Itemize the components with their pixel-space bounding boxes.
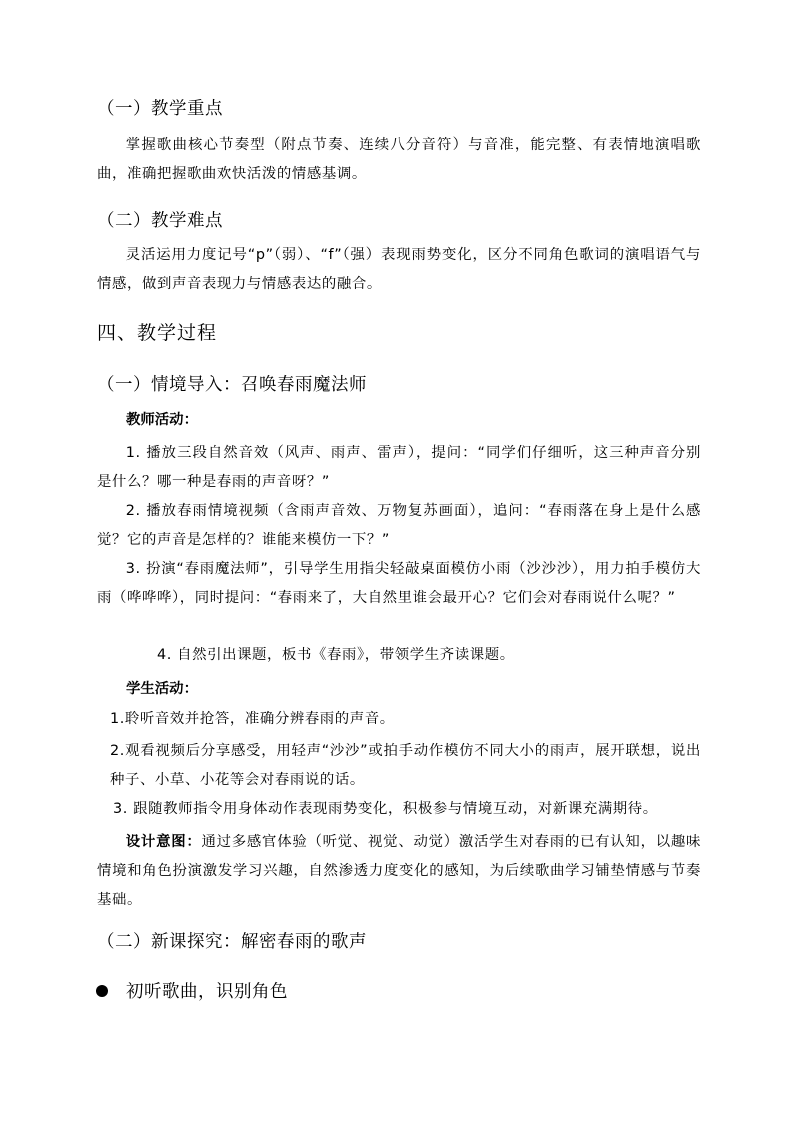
key-points-text: 掌握歌曲核心节奏型（附点节奏、连续八分音符）与音准，能完整、有表情地演唱歌曲，准确把握歌曲欢快活泼的情感基调。 [97, 137, 701, 182]
design-intent-text: 通过多感官体验（听觉、视觉、动觉）激活学生对春雨的已有认知，以趣味情境和角色扮演激发学习兴趣，自然渗透力度变化的感知，为后续歌曲学习铺垫情感与节奏基础。 [97, 834, 701, 908]
design-intent-label: 设计意图： [125, 834, 202, 850]
teacher-item-3: 3. 扮演“春雨魔法师”，引导学生用指尖轻敲桌面模仿小雨（沙沙沙），用力拍手模仿大雨（哗哗哗），同时提问：“春雨来了，大自然里谁会最开心？它们会对春雨说什么呢？” [97, 561, 701, 606]
explore-heading: （二）新课探究：解密春雨的歌声 [97, 932, 367, 952]
process-heading: 四、教学过程 [97, 322, 218, 344]
teacher-item-4: 4. 自然引出课题，板书《春雨》，带领学生齐读课题。 [157, 647, 515, 663]
teacher-item-2: 2. 播放春雨情境视频（含雨声音效、万物复苏画面），追问：“春雨落在身上是什么感觉？它的声音是怎样的？谁能来模仿一下？” [97, 503, 701, 548]
design-intent [97, 828, 701, 915]
difficulties-text: 灵活运用力度记号“p”（弱）、“f”（强）表现雨势变化，区分不同角色歌词的演唱语气与情感，做到声音表现力与情感表达的融合。 [97, 247, 701, 292]
teacher-item-1: 1. 播放三段自然音效（风声、雨声、雷声），提问：“同学们仔细听，这三种声音分别是什么？哪一种是春雨的声音呀？” [97, 445, 701, 490]
bullet-item: 初听歌曲，识别角色 [126, 982, 288, 1002]
student-item-2: 2.观看视频后分享感受，用轻声“沙沙”或拍手动作模仿不同大小的雨声，展开联想，说出种子、小草、小花等会对春雨说的话。 [110, 743, 701, 788]
intro-heading: （一）情境导入：召唤春雨魔法师 [97, 375, 367, 395]
bullet-dot-icon [96, 985, 108, 997]
teacher-activity-label: 教师活动： [126, 412, 198, 428]
key-points-heading: （一）教学重点 [97, 99, 223, 119]
student-item-3: 3. 跟随教师指令用身体动作表现雨势变化，积极参与情境互动，对新课充满期待。 [113, 801, 658, 817]
difficulties-heading: （二）教学难点 [97, 211, 223, 231]
student-item-1: 1.聆听音效并抢答，准确分辨春雨的声音。 [110, 711, 395, 727]
student-activity-label: 学生活动： [126, 681, 198, 697]
